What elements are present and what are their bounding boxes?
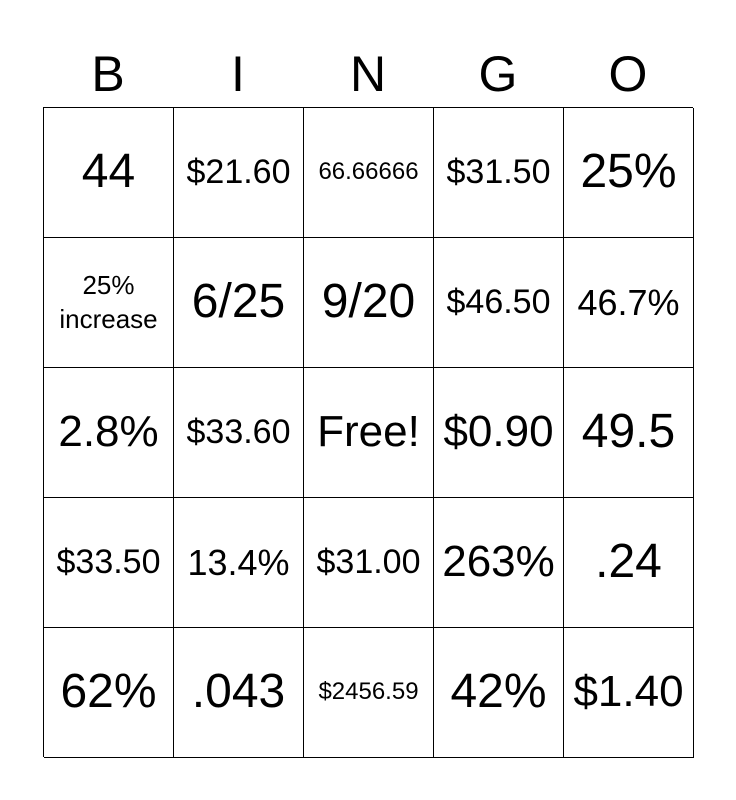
bingo-cell-r3-c0[interactable]: $33.50 <box>44 498 174 628</box>
bingo-cell-r0-c2[interactable]: 66.66666 <box>304 108 434 238</box>
header-letter-o: O <box>608 46 648 102</box>
bingo-cell-r2-c1[interactable]: $33.60 <box>174 368 304 498</box>
bingo-cell-r2-c0[interactable]: 2.8% <box>44 368 174 498</box>
header-letter-i: I <box>231 46 245 102</box>
bingo-cell-r4-c0[interactable]: 62% <box>44 628 174 758</box>
header-letter-g: G <box>478 46 518 102</box>
bingo-cell-r2-c4[interactable]: 49.5 <box>564 368 694 498</box>
bingo-cell-r2-c3[interactable]: $0.90 <box>434 368 564 498</box>
bingo-cell-r4-c1[interactable]: .043 <box>174 628 304 758</box>
bingo-cell-r4-c2[interactable]: $2456.59 <box>304 628 434 758</box>
bingo-cell-r1-c3[interactable]: $46.50 <box>434 238 564 368</box>
header-letter-b: B <box>91 46 125 102</box>
header-letter-n: N <box>349 46 387 102</box>
bingo-free-space[interactable]: Free! <box>304 368 434 498</box>
bingo-cell-r0-c1[interactable]: $21.60 <box>174 108 304 238</box>
bingo-cell-r0-c3[interactable]: $31.50 <box>434 108 564 238</box>
bingo-card <box>43 107 693 757</box>
bingo-cell-r1-c2[interactable]: 9/20 <box>304 238 434 368</box>
bingo-cell-r0-c4[interactable]: 25% <box>564 108 694 238</box>
bingo-cell-r3-c3[interactable]: 263% <box>434 498 564 628</box>
bingo-cell-r0-c0[interactable]: 44 <box>44 108 174 238</box>
bingo-cell-r4-c4[interactable]: $1.40 <box>564 628 694 758</box>
bingo-cell-r1-c1[interactable]: 6/25 <box>174 238 304 368</box>
bingo-cell-r3-c4[interactable]: .24 <box>564 498 694 628</box>
bingo-cell-r3-c2[interactable]: $31.00 <box>304 498 434 628</box>
bingo-cell-r4-c3[interactable]: 42% <box>434 628 564 758</box>
bingo-header <box>43 42 693 106</box>
bingo-cell-r3-c1[interactable]: 13.4% <box>174 498 304 628</box>
bingo-cell-r1-c0[interactable]: 25% increase <box>44 238 174 368</box>
bingo-cell-r1-c4[interactable]: 46.7% <box>564 238 694 368</box>
